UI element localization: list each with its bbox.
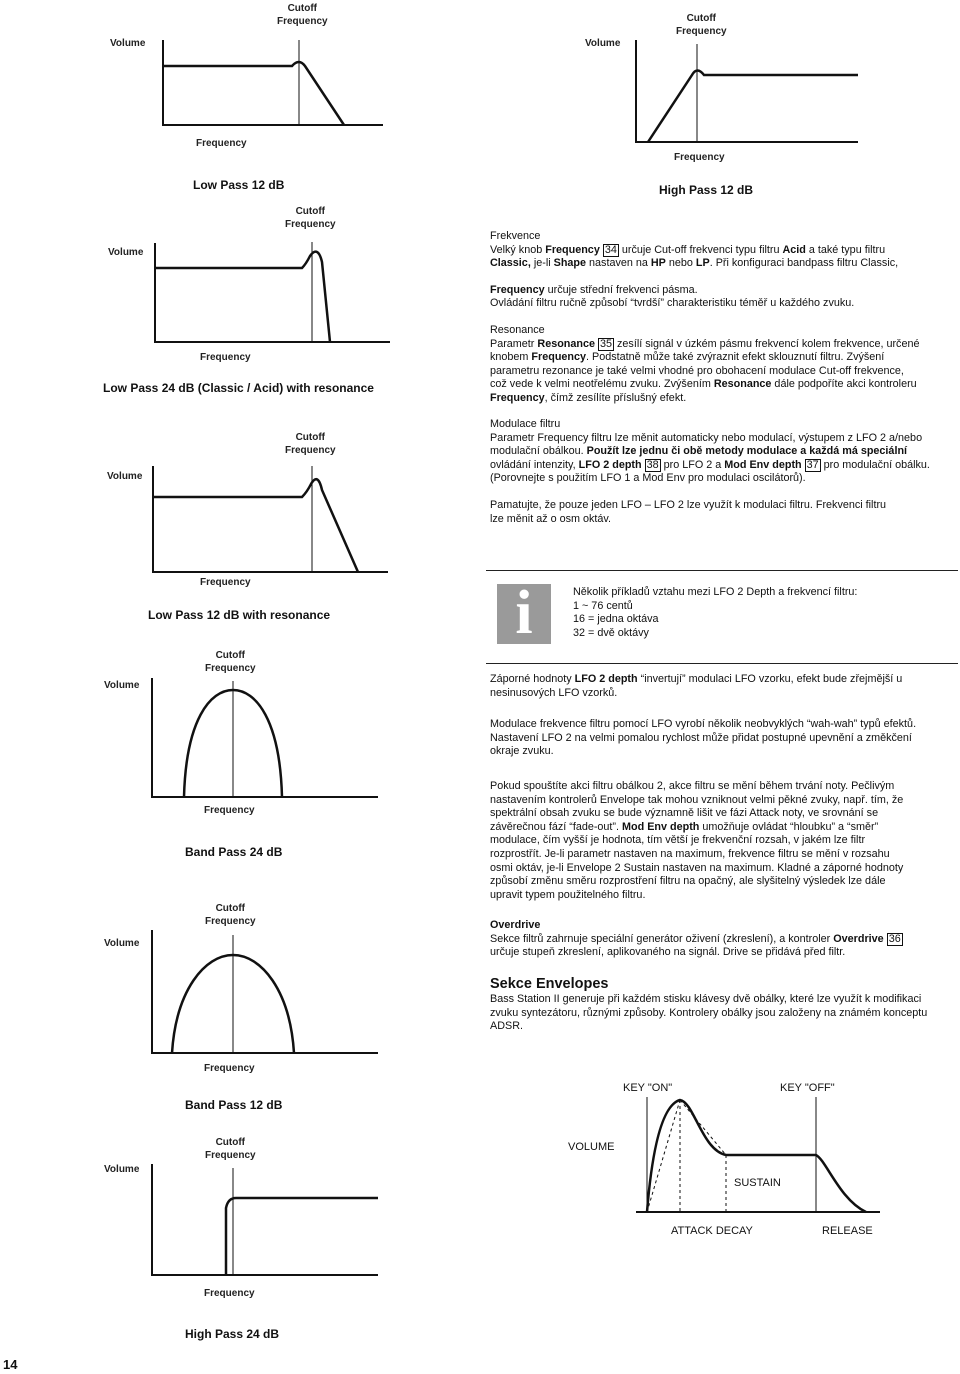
envelopes-line-2: zvuku syntezátoru, různými způsoby. Kontrolery obálky jsou založeny na známém konceptu [490, 1006, 928, 1019]
resonance-line-3: parametru rezonance je také velmi vhodné pro obohacení modulace Cut-off frekvence, [490, 364, 904, 377]
frekvence-line-1: Velký knob Frequency 34 určuje Cut-off frekvenci typu filtru Acid a také typu filtru [490, 243, 886, 256]
control-number-38: 38 [646, 458, 659, 471]
graph-lp24res-cutoff-label: Cutoff Frequency [285, 206, 336, 230]
overdrive-line-2: určuje stupeň zkreslení, aplikovaného na signál. Drive se přidává před filtr. [490, 946, 846, 959]
caption-lp12: Low Pass 12 dB [193, 178, 285, 192]
adsr-key-on-label: KEY "ON" [623, 1082, 673, 1094]
spousteni-line-3: spektrální obsah zvuku se bude významně lišit ve fázi Attack noty, ve srovnání se [490, 807, 879, 820]
info-line-2: 1 ~ 76 centů [573, 599, 633, 612]
wahwah-line-2: Nastavení LFO 2 na velmi pomalou rychlost může přidat postupné upevnění a změkčení [490, 731, 912, 744]
graph-hp12-volume-label: Volume [585, 38, 621, 49]
graph-bp24-volume-label: Volume [104, 680, 140, 691]
modulace-line-4: (Porovnejte s použitím LFO 1 a Mod Env pro modulaci oscilátorů). [490, 472, 806, 485]
adsr-volume-label: VOLUME [568, 1141, 615, 1153]
info-icon: i [497, 584, 551, 644]
resonance-line-4: což vede k velmi neotřelému zvuku. Zvýšením Resonance dále podpoříte akci kontroleru [490, 378, 917, 391]
modulace-heading: Modulace filtru [490, 418, 561, 430]
spousteni-line-4: závěrečnou fází “fade-out”. Mod Env depth umožňuje ovládat “hloubku” a “směr” [490, 820, 879, 833]
resonance-heading: Resonance [490, 324, 545, 336]
frekvence-heading: Frekvence [490, 230, 541, 242]
envelopes-heading: Sekce Envelopes [490, 976, 609, 992]
graph-lp12res-frequency-label: Frequency [200, 577, 251, 588]
overdrive-line-1: Sekce filtrů zahrnuje speciální generátor oživení (zkreslení), a kontroler Overdrive 36 [490, 932, 901, 945]
graph-bp24-cutoff-label: Cutoff Frequency [205, 650, 256, 674]
caption-hp24: High Pass 24 dB [185, 1327, 280, 1341]
spousteni-line-7: osmi oktáv, je-li Envelope 2 Sustain nastaven na maximum. Kladné a záporné hodnoty [490, 861, 904, 874]
info-line-1: Několik příkladů vztahu mezi LFO 2 Depth a frekvencí filtru: [573, 586, 858, 598]
envelopes-line-1: Bass Station II generuje při každém stisku klávesy dvě obálky, které lze využít k modifikaci [490, 993, 922, 1005]
control-number-37: 37 [806, 458, 819, 471]
graph-lp24res-frequency-label: Frequency [200, 352, 251, 363]
caption-bp24: Band Pass 24 dB [185, 845, 283, 859]
resonance-line-5: Frequency, čímž zesílíte příslušný efekt. [490, 391, 687, 404]
info-line-4: 32 = dvě oktávy [573, 626, 649, 639]
control-number-36: 36 [888, 932, 901, 945]
adsr-attack-decay-label: ATTACK DECAY [671, 1225, 753, 1237]
graph-bp12-volume-label: Volume [104, 938, 140, 949]
wahwah-line-1: Modulace frekvence filtru pomocí LFO vyrobí několik neobvyklých “wah-wah” typů efektů. [490, 718, 917, 730]
zaporne-line-1: Záporné hodnoty LFO 2 depth “invertují” modulaci LFO vzorku, efekt bude zřejmější u [490, 673, 903, 685]
control-number-34: 34 [604, 243, 617, 256]
adsr-key-off-label: KEY "OFF" [780, 1082, 835, 1094]
graph-lp12res-volume-label: Volume [107, 471, 143, 482]
caption-hp12: High Pass 12 dB [659, 183, 754, 197]
graph-hp24-volume-label: Volume [104, 1164, 140, 1175]
spousteni-line-6: rozprostřít. Je-li parametr nastaven na maximum, frekvence filtru se mění v rozsahu [490, 847, 890, 860]
spousteni-line-8: způsobí změnu směru rozprostření filtru na opačný, ale slyšitelný výsledek lze dále [490, 875, 886, 888]
graph-hp12-cutoff-label: Cutoff Frequency [676, 13, 727, 37]
frekvence-line-2: Classic, je-li Shape nastaven na HP nebo LP. Při konfiguraci bandpass filtru Classic, [490, 257, 899, 270]
caption-lp12res: Low Pass 12 dB with resonance [148, 608, 331, 622]
graph-hp24-cutoff-label: Cutoff Frequency [205, 1137, 256, 1161]
info-line-3: 16 = jedna oktáva [573, 613, 659, 626]
graph-lp12-volume-label: Volume [110, 38, 146, 49]
modulace-line-3: ovládání intenzity, LFO 2 depth 38 pro LFO 2 a Mod Env depth 37 pro modulační obálku. [490, 458, 930, 471]
modulace-note-1: Pamatujte, že pouze jeden LFO – LFO 2 lze využít k modulaci filtru. Frekvenci filtru [490, 498, 887, 511]
caption-bp12: Band Pass 12 dB [185, 1098, 283, 1112]
graph-hp12-frequency-label: Frequency [674, 152, 725, 163]
spousteni-line-1: Pokud spouštíte akci filtru obálkou 2, akce filtru se mění během trvání noty. Pečlivým [490, 780, 895, 792]
wahwah-line-3: okraje zvuku. [490, 745, 554, 758]
spousteni-line-5: modulace, čím vyšší je hodnota, tím větší je frekvenční rozsah, v jakém lze filtr [490, 834, 866, 847]
zaporne-line-2: nesinusových LFO vzorků. [490, 686, 618, 699]
resonance-line-2: knobem Frequency. Podstatně může také zvýraznit efekt sklouznutí filtru. Zvýšení [490, 351, 885, 364]
frekvence-line-3: Frequency určuje střední frekvenci pásma. [490, 283, 698, 296]
page-number: 14 [3, 1357, 18, 1372]
graph-lp24res-volume-label: Volume [108, 247, 144, 258]
overdrive-heading: Overdrive [490, 919, 541, 931]
resonance-line-1: Parametr Resonance 35 zesílí signál v úzkém pásmu frekvencí kolem frekvence, určené [490, 337, 920, 350]
adsr-sustain-label: SUSTAIN [734, 1177, 781, 1189]
graph-lp12-frequency-label: Frequency [196, 138, 247, 149]
frekvence-line-4: Ovládání filtru ručně způsobí “tvrdší” charakteristiku téměř u každého zvuku. [490, 297, 855, 310]
graph-lp12-cutoff-label: Cutoff Frequency [277, 3, 328, 27]
graph-lp12res-cutoff-label: Cutoff Frequency [285, 432, 336, 456]
graph-bp24-frequency-label: Frequency [204, 805, 255, 816]
graph-hp24-frequency-label: Frequency [204, 1288, 255, 1299]
envelopes-line-3: ADSR. [490, 1020, 523, 1033]
graph-bp12-cutoff-label: Cutoff Frequency [205, 903, 256, 927]
graph-bp12-frequency-label: Frequency [204, 1063, 255, 1074]
adsr-release-label: RELEASE [822, 1225, 873, 1237]
spousteni-line-9: upravit typem použitelného filtru. [490, 888, 646, 901]
control-number-35: 35 [600, 337, 613, 350]
modulace-line-2: modulační obálkou. Použít lze jednu či obě metody modulace a každá má speciální [490, 445, 908, 458]
spousteni-line-2: nastavením kontrolerů Envelope tak mohou vzniknout velmi pěkné zvuky, např. tím, že [490, 793, 904, 806]
caption-lp24res: Low Pass 24 dB (Classic / Acid) with resonance [103, 381, 374, 395]
modulace-note-2: lze měnit až o osm oktáv. [490, 512, 612, 525]
modulace-line-1: Parametr Frequency filtru lze měnit automaticky nebo modulací, výstupem z LFO 2 a/nebo [490, 431, 923, 444]
